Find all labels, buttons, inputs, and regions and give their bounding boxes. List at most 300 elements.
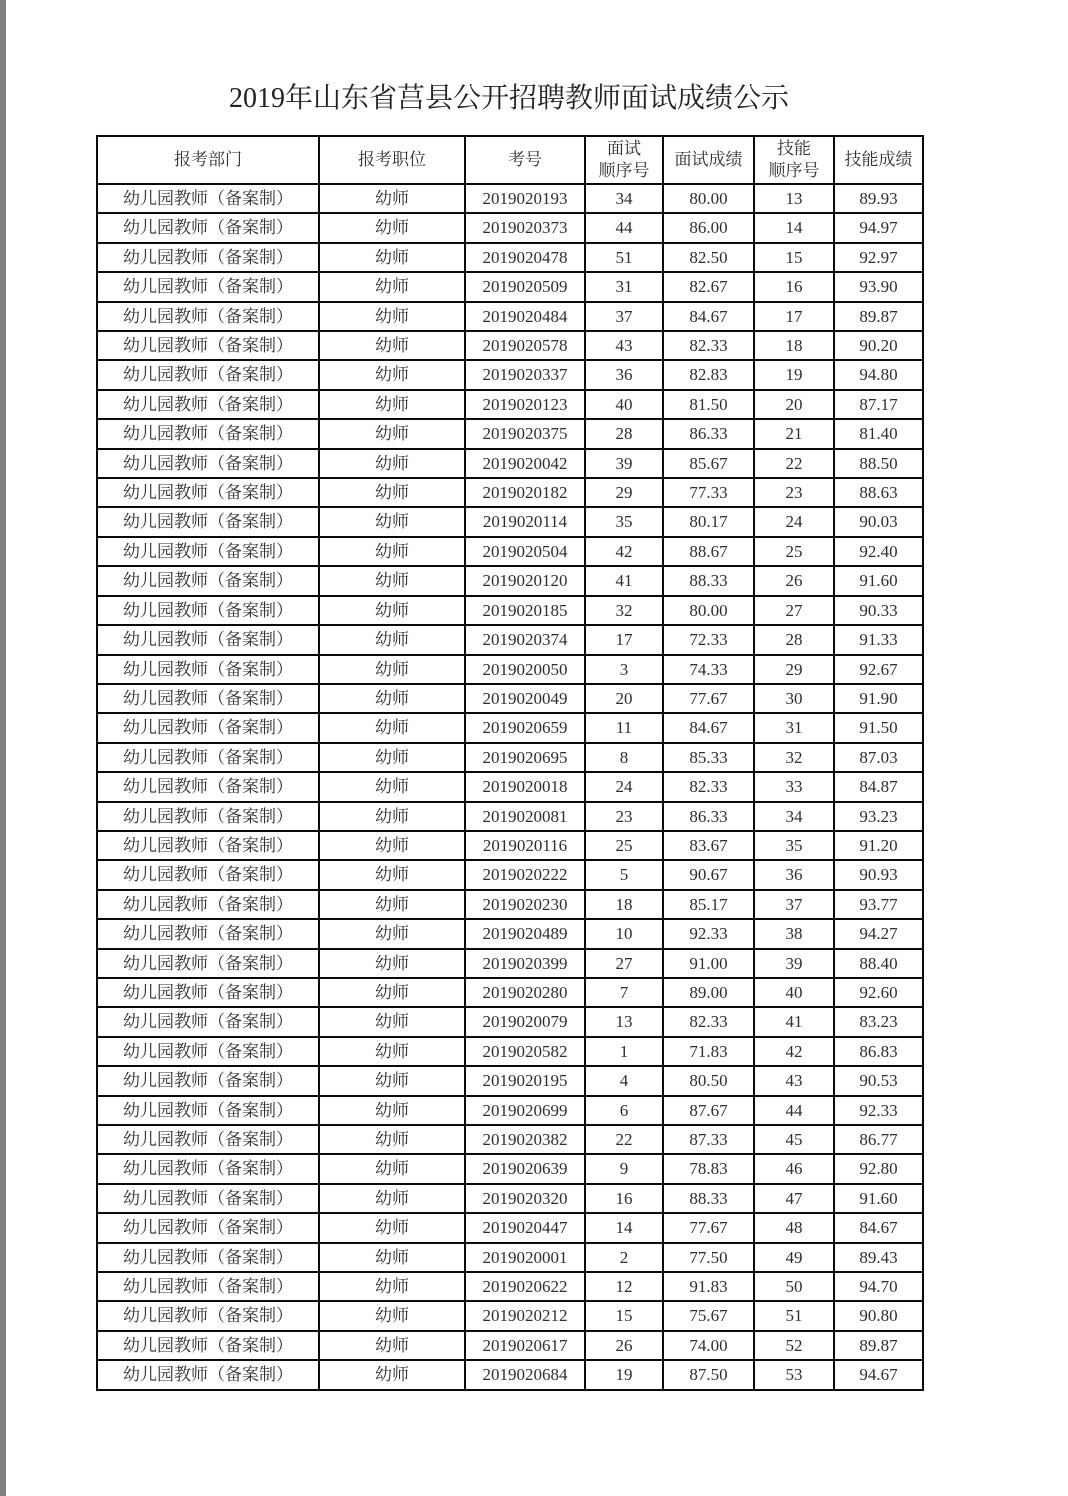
table-row bbox=[97, 1066, 923, 1095]
cell-interview-order: 20 bbox=[585, 684, 663, 713]
cell-department: 幼儿园教师（备案制） bbox=[97, 449, 319, 478]
cell-interview-order: 40 bbox=[585, 390, 663, 419]
cell-skill-score: 94.80 bbox=[834, 360, 923, 389]
cell-department: 幼儿园教师（备案制） bbox=[97, 213, 319, 242]
cell-interview-order: 41 bbox=[585, 566, 663, 595]
cell-interview-order: 4 bbox=[585, 1066, 663, 1095]
table-row bbox=[97, 419, 923, 448]
cell-skill-order: 49 bbox=[754, 1243, 834, 1272]
cell-interview-score: 82.33 bbox=[663, 331, 754, 360]
cell-department: 幼儿园教师（备案制） bbox=[97, 360, 319, 389]
cell-skill-order: 22 bbox=[754, 449, 834, 478]
cell-interview-score: 81.50 bbox=[663, 390, 754, 419]
cell-skill-order: 36 bbox=[754, 860, 834, 889]
cell-department: 幼儿园教师（备案制） bbox=[97, 596, 319, 625]
table-row bbox=[97, 1096, 923, 1125]
cell-interview-score: 80.50 bbox=[663, 1066, 754, 1095]
cell-exam-no: 2019020114 bbox=[465, 507, 585, 536]
document-title: 2019年山东省莒县公开招聘教师面试成绩公示 bbox=[228, 83, 789, 114]
score-table-head bbox=[97, 136, 923, 184]
cell-skill-order: 32 bbox=[754, 743, 834, 772]
cell-skill-score: 86.83 bbox=[834, 1037, 923, 1066]
cell-position: 幼师 bbox=[319, 302, 465, 331]
cell-interview-score: 88.33 bbox=[663, 566, 754, 595]
cell-position: 幼师 bbox=[319, 1331, 465, 1360]
header-row bbox=[97, 136, 923, 184]
cell-department: 幼儿园教师（备案制） bbox=[97, 655, 319, 684]
cell-department: 幼儿园教师（备案制） bbox=[97, 802, 319, 831]
cell-position: 幼师 bbox=[319, 1096, 465, 1125]
cell-exam-no: 2019020049 bbox=[465, 684, 585, 713]
table-row bbox=[97, 1007, 923, 1036]
cell-skill-score: 83.23 bbox=[834, 1007, 923, 1036]
cell-interview-score: 91.00 bbox=[663, 949, 754, 978]
cell-skill-score: 94.97 bbox=[834, 213, 923, 242]
cell-interview-order: 26 bbox=[585, 1331, 663, 1360]
cell-exam-no: 2019020509 bbox=[465, 272, 585, 301]
table-row bbox=[97, 184, 923, 213]
cell-interview-order: 34 bbox=[585, 184, 663, 213]
cell-interview-score: 80.17 bbox=[663, 507, 754, 536]
table-row bbox=[97, 272, 923, 301]
cell-department: 幼儿园教师（备案制） bbox=[97, 1096, 319, 1125]
cell-skill-order: 39 bbox=[754, 949, 834, 978]
cell-interview-score: 82.83 bbox=[663, 360, 754, 389]
cell-position: 幼师 bbox=[319, 360, 465, 389]
cell-position: 幼师 bbox=[319, 272, 465, 301]
cell-skill-score: 91.33 bbox=[834, 625, 923, 654]
cell-position: 幼师 bbox=[319, 1360, 465, 1389]
cell-skill-score: 92.67 bbox=[834, 655, 923, 684]
cell-department: 幼儿园教师（备案制） bbox=[97, 1184, 319, 1213]
cell-exam-no: 2019020280 bbox=[465, 978, 585, 1007]
cell-exam-no: 2019020695 bbox=[465, 743, 585, 772]
cell-department: 幼儿园教师（备案制） bbox=[97, 1154, 319, 1183]
cell-exam-no: 2019020504 bbox=[465, 537, 585, 566]
table-row bbox=[97, 449, 923, 478]
cell-department: 幼儿园教师（备案制） bbox=[97, 978, 319, 1007]
column-header-skill-score: 技能成绩 bbox=[834, 136, 923, 184]
cell-exam-no: 2019020081 bbox=[465, 802, 585, 831]
table-row bbox=[97, 684, 923, 713]
cell-exam-no: 2019020489 bbox=[465, 919, 585, 948]
cell-skill-score: 91.90 bbox=[834, 684, 923, 713]
cell-department: 幼儿园教师（备案制） bbox=[97, 1125, 319, 1154]
cell-interview-score: 92.33 bbox=[663, 919, 754, 948]
cell-department: 幼儿园教师（备案制） bbox=[97, 390, 319, 419]
table-row bbox=[97, 1301, 923, 1330]
cell-position: 幼师 bbox=[319, 919, 465, 948]
table-row bbox=[97, 713, 923, 742]
cell-skill-order: 25 bbox=[754, 537, 834, 566]
cell-position: 幼师 bbox=[319, 1301, 465, 1330]
cell-skill-order: 50 bbox=[754, 1272, 834, 1301]
table-row bbox=[97, 1331, 923, 1360]
cell-skill-order: 52 bbox=[754, 1331, 834, 1360]
cell-exam-no: 2019020373 bbox=[465, 213, 585, 242]
cell-department: 幼儿园教师（备案制） bbox=[97, 772, 319, 801]
table-row bbox=[97, 537, 923, 566]
cell-position: 幼师 bbox=[319, 655, 465, 684]
column-header-skill-order: 技能 顺序号 bbox=[754, 136, 834, 184]
cell-exam-no: 2019020484 bbox=[465, 302, 585, 331]
cell-exam-no: 2019020222 bbox=[465, 860, 585, 889]
cell-department: 幼儿园教师（备案制） bbox=[97, 1331, 319, 1360]
cell-exam-no: 2019020337 bbox=[465, 360, 585, 389]
cell-interview-score: 87.33 bbox=[663, 1125, 754, 1154]
column-header-department: 报考部门 bbox=[97, 136, 319, 184]
cell-skill-order: 53 bbox=[754, 1360, 834, 1389]
cell-exam-no: 2019020578 bbox=[465, 331, 585, 360]
cell-skill-score: 90.33 bbox=[834, 596, 923, 625]
cell-position: 幼师 bbox=[319, 713, 465, 742]
cell-department: 幼儿园教师（备案制） bbox=[97, 478, 319, 507]
cell-interview-order: 15 bbox=[585, 1301, 663, 1330]
cell-interview-order: 17 bbox=[585, 625, 663, 654]
cell-skill-order: 45 bbox=[754, 1125, 834, 1154]
cell-department: 幼儿园教师（备案制） bbox=[97, 566, 319, 595]
cell-department: 幼儿园教师（备案制） bbox=[97, 507, 319, 536]
cell-department: 幼儿园教师（备案制） bbox=[97, 184, 319, 213]
cell-department: 幼儿园教师（备案制） bbox=[97, 272, 319, 301]
cell-interview-score: 85.33 bbox=[663, 743, 754, 772]
cell-skill-order: 28 bbox=[754, 625, 834, 654]
cell-department: 幼儿园教师（备案制） bbox=[97, 1301, 319, 1330]
cell-skill-order: 26 bbox=[754, 566, 834, 595]
cell-skill-score: 88.40 bbox=[834, 949, 923, 978]
cell-department: 幼儿园教师（备案制） bbox=[97, 1066, 319, 1095]
cell-exam-no: 2019020622 bbox=[465, 1272, 585, 1301]
cell-exam-no: 2019020212 bbox=[465, 1301, 585, 1330]
cell-interview-score: 77.67 bbox=[663, 1213, 754, 1242]
cell-skill-score: 91.60 bbox=[834, 566, 923, 595]
cell-exam-no: 2019020050 bbox=[465, 655, 585, 684]
cell-interview-order: 7 bbox=[585, 978, 663, 1007]
table-row bbox=[97, 390, 923, 419]
cell-interview-score: 82.33 bbox=[663, 1007, 754, 1036]
cell-skill-score: 89.87 bbox=[834, 1331, 923, 1360]
cell-skill-order: 20 bbox=[754, 390, 834, 419]
cell-position: 幼师 bbox=[319, 1213, 465, 1242]
cell-department: 幼儿园教师（备案制） bbox=[97, 860, 319, 889]
cell-skill-score: 87.17 bbox=[834, 390, 923, 419]
cell-skill-order: 43 bbox=[754, 1066, 834, 1095]
cell-interview-order: 19 bbox=[585, 1360, 663, 1389]
cell-interview-score: 87.67 bbox=[663, 1096, 754, 1125]
cell-interview-score: 74.33 bbox=[663, 655, 754, 684]
cell-exam-no: 2019020382 bbox=[465, 1125, 585, 1154]
cell-interview-order: 36 bbox=[585, 360, 663, 389]
cell-skill-order: 44 bbox=[754, 1096, 834, 1125]
cell-position: 幼师 bbox=[319, 507, 465, 536]
cell-department: 幼儿园教师（备案制） bbox=[97, 890, 319, 919]
cell-interview-order: 9 bbox=[585, 1154, 663, 1183]
cell-interview-order: 23 bbox=[585, 802, 663, 831]
cell-department: 幼儿园教师（备案制） bbox=[97, 949, 319, 978]
cell-skill-order: 38 bbox=[754, 919, 834, 948]
cell-interview-score: 80.00 bbox=[663, 184, 754, 213]
cell-exam-no: 2019020639 bbox=[465, 1154, 585, 1183]
cell-interview-order: 11 bbox=[585, 713, 663, 742]
cell-position: 幼师 bbox=[319, 1037, 465, 1066]
cell-interview-order: 22 bbox=[585, 1125, 663, 1154]
cell-skill-score: 86.77 bbox=[834, 1125, 923, 1154]
cell-department: 幼儿园教师（备案制） bbox=[97, 1213, 319, 1242]
cell-skill-order: 21 bbox=[754, 419, 834, 448]
cell-interview-score: 82.67 bbox=[663, 272, 754, 301]
cell-interview-order: 29 bbox=[585, 478, 663, 507]
cell-skill-order: 17 bbox=[754, 302, 834, 331]
cell-position: 幼师 bbox=[319, 743, 465, 772]
cell-interview-order: 3 bbox=[585, 655, 663, 684]
cell-skill-order: 14 bbox=[754, 213, 834, 242]
cell-skill-score: 93.77 bbox=[834, 890, 923, 919]
cell-position: 幼师 bbox=[319, 860, 465, 889]
cell-interview-score: 85.17 bbox=[663, 890, 754, 919]
cell-interview-score: 80.00 bbox=[663, 596, 754, 625]
cell-department: 幼儿园教师（备案制） bbox=[97, 684, 319, 713]
cell-skill-score: 93.90 bbox=[834, 272, 923, 301]
table-row bbox=[97, 1213, 923, 1242]
cell-exam-no: 2019020375 bbox=[465, 419, 585, 448]
cell-skill-order: 37 bbox=[754, 890, 834, 919]
page-edge-strip bbox=[0, 0, 6, 1496]
cell-department: 幼儿园教师（备案制） bbox=[97, 625, 319, 654]
cell-department: 幼儿园教师（备案制） bbox=[97, 302, 319, 331]
table-row bbox=[97, 919, 923, 948]
cell-exam-no: 2019020374 bbox=[465, 625, 585, 654]
table-row bbox=[97, 949, 923, 978]
cell-interview-order: 18 bbox=[585, 890, 663, 919]
cell-interview-order: 42 bbox=[585, 537, 663, 566]
cell-interview-score: 75.67 bbox=[663, 1301, 754, 1330]
column-header-interview-order: 面试 顺序号 bbox=[585, 136, 663, 184]
table-row bbox=[97, 1272, 923, 1301]
cell-interview-order: 44 bbox=[585, 213, 663, 242]
cell-interview-score: 77.50 bbox=[663, 1243, 754, 1272]
cell-position: 幼师 bbox=[319, 625, 465, 654]
cell-skill-order: 34 bbox=[754, 802, 834, 831]
cell-exam-no: 2019020018 bbox=[465, 772, 585, 801]
table-row bbox=[97, 360, 923, 389]
table-row bbox=[97, 890, 923, 919]
cell-exam-no: 2019020120 bbox=[465, 566, 585, 595]
cell-position: 幼师 bbox=[319, 949, 465, 978]
cell-skill-score: 90.03 bbox=[834, 507, 923, 536]
cell-department: 幼儿园教师（备案制） bbox=[97, 1007, 319, 1036]
cell-interview-order: 2 bbox=[585, 1243, 663, 1272]
table-row bbox=[97, 802, 923, 831]
cell-skill-score: 88.50 bbox=[834, 449, 923, 478]
cell-exam-no: 2019020185 bbox=[465, 596, 585, 625]
column-header-position: 报考职位 bbox=[319, 136, 465, 184]
cell-exam-no: 2019020659 bbox=[465, 713, 585, 742]
cell-skill-order: 15 bbox=[754, 243, 834, 272]
table-row bbox=[97, 596, 923, 625]
cell-interview-order: 27 bbox=[585, 949, 663, 978]
cell-skill-score: 91.60 bbox=[834, 1184, 923, 1213]
cell-position: 幼师 bbox=[319, 537, 465, 566]
cell-interview-score: 85.67 bbox=[663, 449, 754, 478]
cell-interview-score: 86.33 bbox=[663, 419, 754, 448]
cell-department: 幼儿园教师（备案制） bbox=[97, 537, 319, 566]
cell-interview-order: 32 bbox=[585, 596, 663, 625]
cell-skill-score: 84.87 bbox=[834, 772, 923, 801]
cell-exam-no: 2019020182 bbox=[465, 478, 585, 507]
cell-interview-order: 1 bbox=[585, 1037, 663, 1066]
cell-position: 幼师 bbox=[319, 890, 465, 919]
table-row bbox=[97, 478, 923, 507]
cell-position: 幼师 bbox=[319, 390, 465, 419]
cell-interview-score: 74.00 bbox=[663, 1331, 754, 1360]
cell-skill-score: 89.93 bbox=[834, 184, 923, 213]
table-row bbox=[97, 831, 923, 860]
cell-department: 幼儿园教师（备案制） bbox=[97, 743, 319, 772]
cell-exam-no: 2019020116 bbox=[465, 831, 585, 860]
table-row bbox=[97, 1184, 923, 1213]
cell-department: 幼儿园教师（备案制） bbox=[97, 331, 319, 360]
cell-interview-score: 77.67 bbox=[663, 684, 754, 713]
cell-skill-score: 88.63 bbox=[834, 478, 923, 507]
cell-skill-score: 94.70 bbox=[834, 1272, 923, 1301]
table-row bbox=[97, 302, 923, 331]
cell-interview-score: 86.33 bbox=[663, 802, 754, 831]
cell-position: 幼师 bbox=[319, 978, 465, 1007]
cell-position: 幼师 bbox=[319, 184, 465, 213]
cell-interview-order: 37 bbox=[585, 302, 663, 331]
table-row bbox=[97, 1125, 923, 1154]
cell-skill-score: 92.33 bbox=[834, 1096, 923, 1125]
table-row bbox=[97, 1360, 923, 1389]
cell-skill-score: 81.40 bbox=[834, 419, 923, 448]
cell-department: 幼儿园教师（备案制） bbox=[97, 831, 319, 860]
table-row bbox=[97, 860, 923, 889]
cell-exam-no: 2019020399 bbox=[465, 949, 585, 978]
cell-exam-no: 2019020001 bbox=[465, 1243, 585, 1272]
cell-position: 幼师 bbox=[319, 1125, 465, 1154]
cell-skill-order: 51 bbox=[754, 1301, 834, 1330]
cell-interview-order: 28 bbox=[585, 419, 663, 448]
cell-skill-score: 92.80 bbox=[834, 1154, 923, 1183]
cell-exam-no: 2019020320 bbox=[465, 1184, 585, 1213]
cell-department: 幼儿园教师（备案制） bbox=[97, 919, 319, 948]
cell-position: 幼师 bbox=[319, 566, 465, 595]
cell-skill-score: 84.67 bbox=[834, 1213, 923, 1242]
cell-interview-order: 24 bbox=[585, 772, 663, 801]
cell-position: 幼师 bbox=[319, 802, 465, 831]
cell-interview-order: 43 bbox=[585, 331, 663, 360]
cell-position: 幼师 bbox=[319, 243, 465, 272]
cell-skill-score: 90.80 bbox=[834, 1301, 923, 1330]
cell-exam-no: 2019020447 bbox=[465, 1213, 585, 1242]
cell-interview-order: 5 bbox=[585, 860, 663, 889]
cell-skill-score: 94.27 bbox=[834, 919, 923, 948]
cell-position: 幼师 bbox=[319, 831, 465, 860]
cell-skill-order: 47 bbox=[754, 1184, 834, 1213]
cell-position: 幼师 bbox=[319, 1184, 465, 1213]
cell-interview-order: 12 bbox=[585, 1272, 663, 1301]
cell-position: 幼师 bbox=[319, 1154, 465, 1183]
score-table bbox=[96, 135, 924, 1391]
cell-position: 幼师 bbox=[319, 1007, 465, 1036]
cell-interview-score: 84.67 bbox=[663, 302, 754, 331]
cell-skill-order: 29 bbox=[754, 655, 834, 684]
cell-position: 幼师 bbox=[319, 419, 465, 448]
cell-department: 幼儿园教师（备案制） bbox=[97, 243, 319, 272]
cell-interview-score: 87.50 bbox=[663, 1360, 754, 1389]
cell-interview-score: 83.67 bbox=[663, 831, 754, 860]
cell-exam-no: 2019020079 bbox=[465, 1007, 585, 1036]
cell-position: 幼师 bbox=[319, 449, 465, 478]
column-header-exam-no: 考号 bbox=[465, 136, 585, 184]
cell-interview-order: 10 bbox=[585, 919, 663, 948]
cell-interview-score: 72.33 bbox=[663, 625, 754, 654]
cell-skill-score: 89.43 bbox=[834, 1243, 923, 1272]
cell-position: 幼师 bbox=[319, 331, 465, 360]
column-header-interview-score: 面试成绩 bbox=[663, 136, 754, 184]
cell-department: 幼儿园教师（备案制） bbox=[97, 1360, 319, 1389]
table-row bbox=[97, 978, 923, 1007]
cell-department: 幼儿园教师（备案制） bbox=[97, 419, 319, 448]
table-row bbox=[97, 1243, 923, 1272]
table-row bbox=[97, 1037, 923, 1066]
table-row bbox=[97, 1154, 923, 1183]
cell-skill-score: 90.20 bbox=[834, 331, 923, 360]
table-row bbox=[97, 507, 923, 536]
cell-exam-no: 2019020230 bbox=[465, 890, 585, 919]
cell-interview-order: 14 bbox=[585, 1213, 663, 1242]
cell-skill-order: 27 bbox=[754, 596, 834, 625]
cell-position: 幼师 bbox=[319, 1066, 465, 1095]
cell-interview-score: 89.00 bbox=[663, 978, 754, 1007]
cell-interview-order: 13 bbox=[585, 1007, 663, 1036]
cell-position: 幼师 bbox=[319, 1243, 465, 1272]
cell-skill-order: 31 bbox=[754, 713, 834, 742]
cell-interview-score: 90.67 bbox=[663, 860, 754, 889]
cell-exam-no: 2019020478 bbox=[465, 243, 585, 272]
cell-position: 幼师 bbox=[319, 596, 465, 625]
cell-interview-order: 16 bbox=[585, 1184, 663, 1213]
cell-skill-order: 48 bbox=[754, 1213, 834, 1242]
cell-exam-no: 2019020123 bbox=[465, 390, 585, 419]
cell-skill-order: 13 bbox=[754, 184, 834, 213]
cell-skill-score: 90.53 bbox=[834, 1066, 923, 1095]
cell-interview-score: 71.83 bbox=[663, 1037, 754, 1066]
cell-skill-score: 93.23 bbox=[834, 802, 923, 831]
cell-skill-score: 92.40 bbox=[834, 537, 923, 566]
cell-interview-score: 84.67 bbox=[663, 713, 754, 742]
cell-position: 幼师 bbox=[319, 772, 465, 801]
cell-interview-order: 35 bbox=[585, 507, 663, 536]
table-row bbox=[97, 331, 923, 360]
cell-skill-score: 91.20 bbox=[834, 831, 923, 860]
cell-skill-order: 46 bbox=[754, 1154, 834, 1183]
cell-skill-order: 23 bbox=[754, 478, 834, 507]
cell-skill-order: 16 bbox=[754, 272, 834, 301]
cell-department: 幼儿园教师（备案制） bbox=[97, 713, 319, 742]
cell-interview-order: 31 bbox=[585, 272, 663, 301]
cell-department: 幼儿园教师（备案制） bbox=[97, 1037, 319, 1066]
cell-position: 幼师 bbox=[319, 213, 465, 242]
cell-skill-order: 42 bbox=[754, 1037, 834, 1066]
cell-position: 幼师 bbox=[319, 478, 465, 507]
cell-skill-order: 18 bbox=[754, 331, 834, 360]
cell-skill-order: 41 bbox=[754, 1007, 834, 1036]
cell-exam-no: 2019020193 bbox=[465, 184, 585, 213]
cell-position: 幼师 bbox=[319, 684, 465, 713]
cell-skill-order: 33 bbox=[754, 772, 834, 801]
cell-interview-score: 82.33 bbox=[663, 772, 754, 801]
